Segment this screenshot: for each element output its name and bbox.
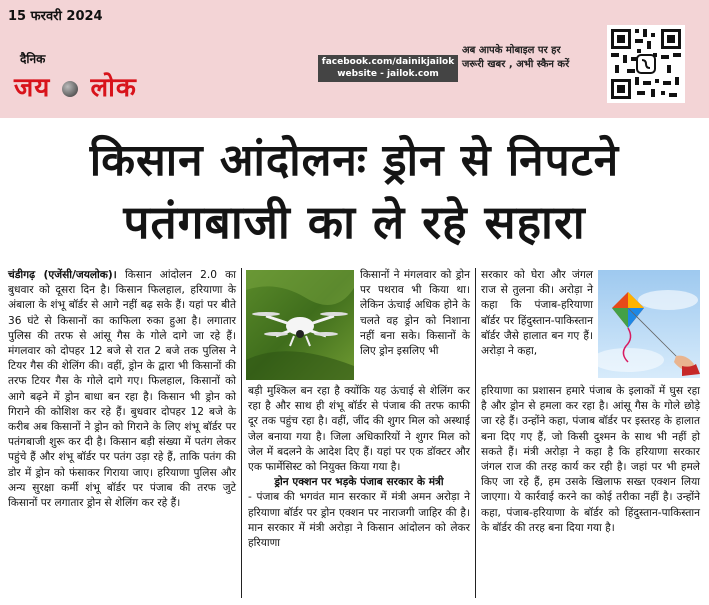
website-link[interactable]: website - jailok.com [337, 69, 439, 79]
subheading: ड्रोन एक्शन पर भड़के पंजाब सरकार के मंत्री [274, 476, 444, 489]
logo-left: जय [14, 73, 51, 103]
column-2-top: किसानों ने मंगलवार को ड्रोन पर पथराव भी किया था। लेकिन ऊंचाई अधिक होने के चलते वह ड्रोन को निशाना नहीं बना सके। किसानों के लिए ड्रोन इसलिए भी [360, 269, 470, 358]
globe-icon [62, 81, 78, 97]
scan-cta [462, 44, 592, 72]
headline-line1: किसान आंदोलनः ड्रोन से निपटने [89, 135, 620, 186]
column-divider [241, 268, 242, 598]
kite-photo [598, 270, 700, 378]
logo-dainik: दैनिक [20, 52, 46, 66]
dateline: चंडीगढ़ (एजेंसी/जयलोक)। [8, 269, 117, 281]
logo-text [14, 68, 137, 104]
qr-code-icon[interactable] [607, 25, 685, 103]
cta-line1: अब आपके मोबाइल पर हर [462, 45, 561, 56]
headline-line2: पतंगबाजी का ले रहे सहारा [123, 195, 586, 249]
column-1 [8, 268, 236, 511]
masthead [0, 0, 709, 118]
article-body [0, 262, 709, 605]
qr-code-graphic [607, 25, 685, 103]
column-2-bottom [248, 384, 470, 551]
logo-right: लोक [90, 73, 137, 103]
social-box [318, 55, 458, 82]
drone-photo [246, 270, 354, 380]
cta-line2: जरूरी खबर , अभी स्कैन करें [462, 59, 570, 70]
column-divider-2 [475, 268, 476, 598]
column-1-text: किसान आंदोलन 2.0 का बुधवार को दूसरा दिन है। किसान फिलहाल, हरियाणा के अंबाला के शंभू बॉर्डर से आगे नहीं बढ़ सके हैं। यहां पर बीते 36 घंटे से किसानों का काफिला रुका हुआ है। लगातार पुलिस की तरफ से आंसू गैस के गोले दागे जा रहे हैं। मंगलवार को दोपहर 12 बजे से रात 2 बजे तक पुलिस ने टियर गैस की शेलिंग की। वहीं, ड्रोन के द्वारा भी किसानों की तरफ टियर गैस के गोले दागे गए। फिलहाल, किसानों को आगे बढ़ने में ड्रोन बाधा बन रहा है। किसान भी ड्रोन को गिराने की कोशिश कर रहे हैं। बुधवार दोपहर 12 बजे के करीब अब किसानों ने ड्रोन को गिराने के लिए शंभू बॉर्डर पर पतंगबाजी शुरू कर दी है। किसान बड़ी संख्या में पतंग लेकर पहुंचे हैं और शंभू बॉर्डर पर पतंग उड़ा रहे हैं, ताकि पतंग की डोर में ड्रोन को फंसाकर गिराया जाए। हरियाणा पुलिस और अन्य सुरक्षा कर्मी शंभू बॉर्डर पर पंजाब की तरफ जुटे किसानों पर लगातार ड्रोन से शेलिंग कर रहे हैं। [8, 269, 236, 510]
drone-icon [246, 270, 354, 380]
column-3-bottom: हरियाणा का प्रशासन हमारे पंजाब के इलाकों में घुस रहा है और ड्रोन से हमला कर रहा है। आंसू गैस के गोले छोड़े जा रहे हैं। उन्होंने कहा, पंजाब बॉर्डर पर इस्तरह के हालात बना दिए गए हैं, जो किसी दुश्मन के साथ भी नहीं हो सकते हैं। मंत्री अरोड़ा ने कहा है कि हरियाणा सरकार जंगल राज की तरह कार्य कर रही है। जहां पर भी हमले किए जा रहे हैं, हम उसके खिलाफ सख्त एक्शन लिया जाएगा। ये कार्रवाई करने का कोई तरीका नहीं है। उन्होंने कहा, पंजाब-हरियाणा के बॉर्डर को हिंदुस्तान-पाकिस्तान के बॉर्डर की तरह बना दिया गया है। [481, 385, 700, 534]
kite-icon [598, 270, 700, 378]
column-2-text: बड़ी मुश्किल बन रहा है क्योंकि यह ऊंचाई से शेलिंग कर रहा है और साथ ही शंभू बॉर्डर से पंजाब की तरफ काफी दूर तक पहुंच रहा है। वहीं, जींद की शुगर मिल को अस्थाई जेल बनाया गया है। जिला अधिकारियों ने शुगर मिल को जेल में बदलने के आदेश दिए हैं। यहां पर एक डॉक्टर और एक फार्मेसिस्ट को नियुक्त किया गया है। [248, 385, 470, 474]
facebook-link[interactable]: facebook.com/dainikjailok [321, 57, 455, 67]
column-3-top: सरकार को घेरा और जंगल राज से तुलना की। अरोड़ा ने कहा कि पंजाब-हरियाणा बॉर्डर पर हिंदुस्तान-पाकिस्तान बॉर्डर जैसे हालात बन गए हैं। अरोड़ा ने कहा, [481, 269, 593, 358]
logo [14, 52, 174, 112]
issue-date: 15 फरवरी 2024 [8, 9, 103, 24]
subheading-text: - पंजाब की भगवंत मान सरकार में मंत्री अमन अरोड़ा ने हरियाणा बॉर्डर पर ड्रोन एक्शन पर नाराजगी जाहिर की है। मान सरकार में मंत्री अरोड़ा ने किसान आंदोलन को लेकर हरियाणा [248, 491, 470, 550]
